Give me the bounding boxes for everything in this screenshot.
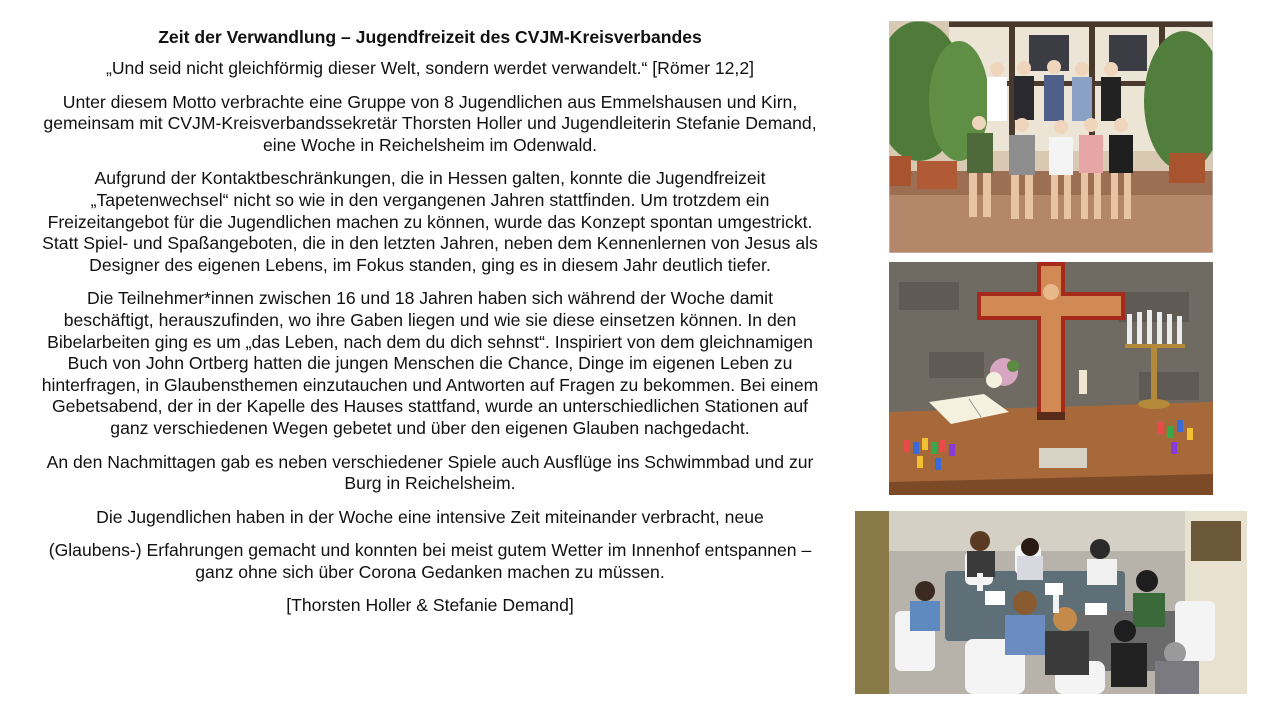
paragraph-afternoons: An den Nachmittagen gab es neben verschiedener Spiele auch Ausflüge ins Schwimmbad und zur Burg in Reichelsheim. [46,451,814,494]
paragraph-concept: Aufgrund der Kontaktbeschränkungen, die in Hessen galten, konnte die Jugendfreizeit „Tapetenwechsel“ nicht so wie in den vergangenen Jahren stattfinden. Um trotzdem ein Freizeitangebot für die Jugendlichen machen zu können, wurde das Konzept spontan umgestrickt. Statt Spiel- und Spaßangeboten, die in den letzten Jahren, neben dem Kennenlernen von Jesus als Designer des eigenen Lebens, im Fokus standen, ging es in diesem Jahr deutlich tiefer. [42,168,818,275]
authors: [Thorsten Holler & Stefanie Demand] [286,595,574,616]
bible-quote: „Und seid nicht gleichförmig dieser Welt, sondern werdet verwandelt.“ [Römer 12,2] [105,58,754,78]
paragraph-intro: Unter diesem Motto verbrachte eine Gruppe von 8 Jugendlichen aus Emmelshausen und Kirn, gemeinsam mit CVJM-Kreisverbandssekretär Thorsten Holler und Jugendleiterin Stefanie Demand, eine Woche in Reichelsheim im Odenwald. [43,91,817,155]
altar-photo [889,262,1213,495]
paragraph-summary-2: (Glaubens-) Erfahrungen gemacht und konnten bei meist gutem Wetter im Innenhof entspannen – ganz ohne sich über Corona Gedanken machen zu müssen. [48,540,812,582]
workshop-photo [855,511,1247,694]
group-photo [889,21,1213,253]
paragraph-summary-1: Die Jugendlichen haben in der Woche eine intensive Zeit miteinander verbracht, neue [96,506,764,527]
paragraph-program: Die Teilnehmer*innen zwischen 16 und 18 Jahren haben sich während der Woche damit beschäftigt, herauszufinden, wo ihre Gaben liegen und wie sie diese einsetzen können. In den Bibelarbeiten ging es um „das Leben, nach dem du dich sehnst“. Inspiriert von dem gleichnamigen Buch von John Ortberg hatten die jungen Menschen die Chance, Dinge im eigenen Leben zu hinterfragen, in Glaubensthemen einzutauchen und Antworten auf Fragen zu bekommen. Bei einem Gebetsabend, der in der Kapelle des Hauses stattfand, wurde an unterschiedlichen Stationen auf ganz verschiedenen Wegen gebetet und über den eigenen Glauben nachgedacht. [41,288,819,438]
article [40,26,820,629]
article-title: Zeit der Verwandlung – Jugendfreizeit des CVJM-Kreisverbandes [158,27,702,47]
